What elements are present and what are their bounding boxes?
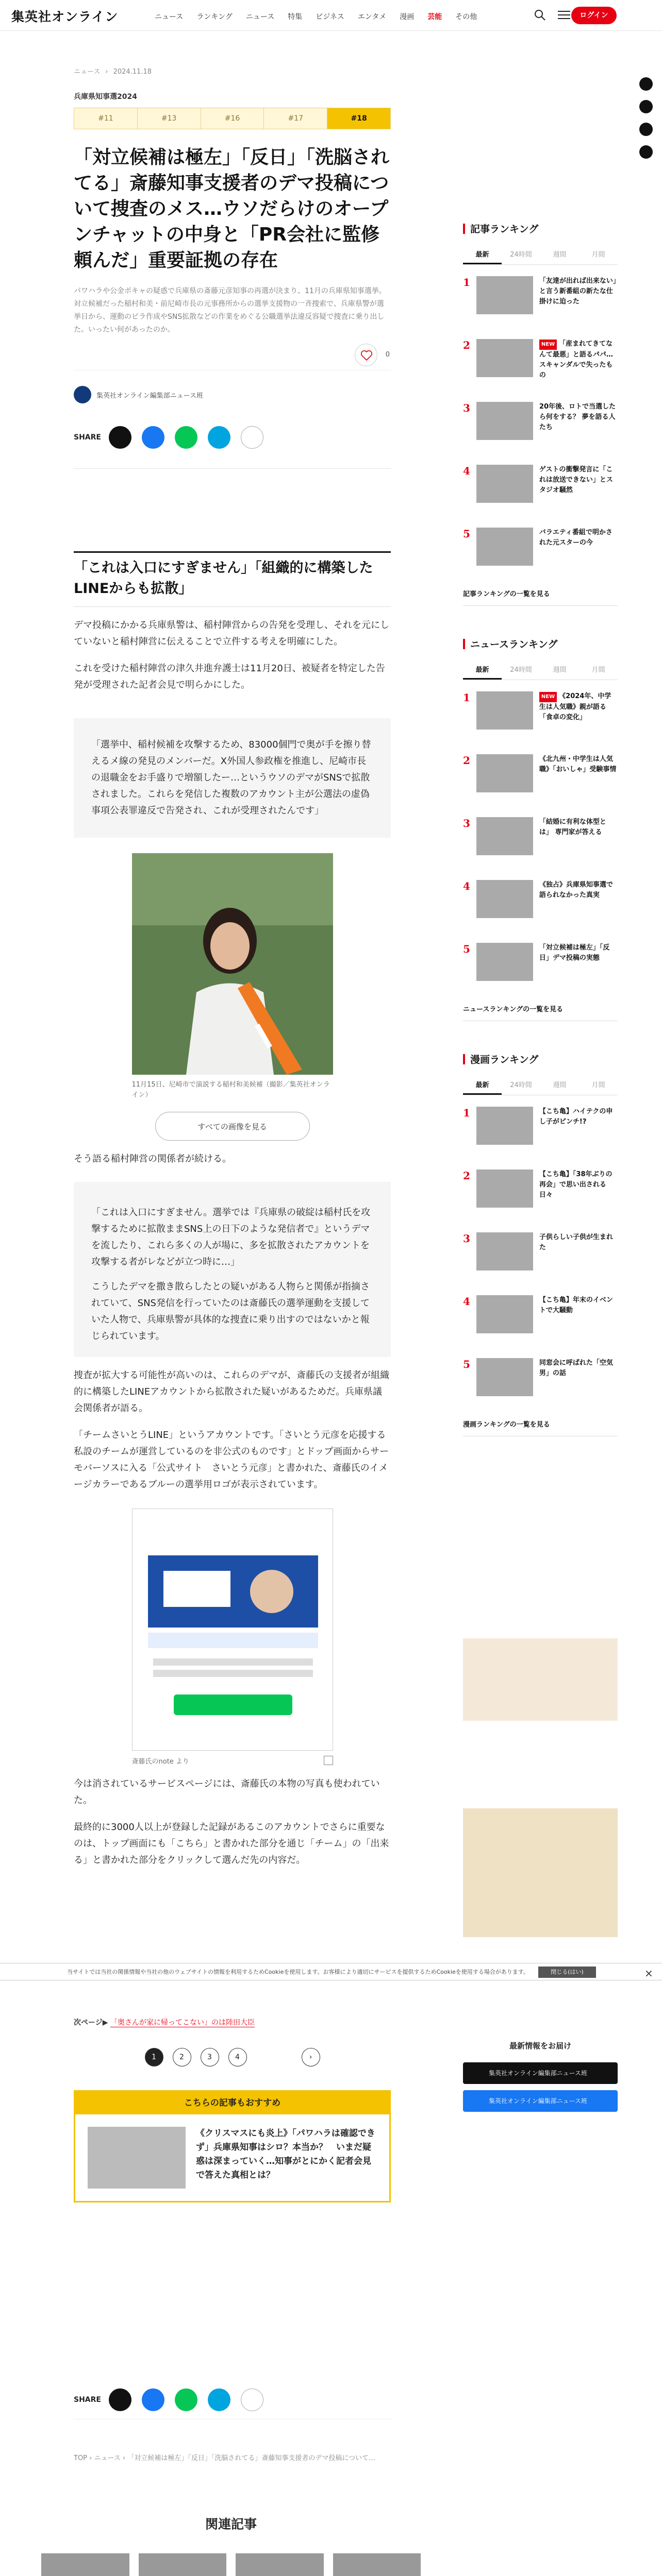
recommended-item[interactable] [75, 2114, 389, 2201]
follow-x-button[interactable]: 集英社オンライン編集部ニュース班 [463, 2062, 618, 2084]
rank-number: 5 [463, 528, 470, 540]
rank-thumbnail [476, 276, 533, 314]
rank-title-text: 【こち亀】ハイテクの申し子がピンチ!? [539, 1108, 613, 1126]
rank-title-text: 【こち亀】年末のイベントで大騒動 [539, 1296, 613, 1314]
heart-icon[interactable] [355, 344, 377, 366]
tab-24h[interactable]: 24時間 [510, 666, 532, 674]
author-name: 集英社オンライン編集部ニュース班 [96, 392, 203, 400]
rank-title-text: 《北九州・中学生は人気職》「おいしゃ」受験事情 [539, 755, 617, 773]
rank-title [539, 465, 618, 506]
facebook-share-icon[interactable] [142, 2388, 164, 2411]
manga-ranking-heading [463, 1052, 618, 1066]
rank-title-text: 同窓会に呼ばれた「空気男」の話 [539, 1359, 613, 1377]
quote-block [74, 1182, 391, 1357]
rank-title-text: 20年後、ロトで当選したら何をする？ 夢を語る人たち [539, 403, 616, 431]
share-rail [639, 77, 653, 168]
page-button[interactable]: 1 [145, 2048, 163, 2066]
news-ranking-heading [463, 637, 618, 651]
ranking-item[interactable] [463, 1170, 618, 1221]
series-tab[interactable]: #13 [138, 108, 201, 129]
paragraph: これを受けた稲村陣営の津久井進弁護士は11月20日、被疑者を特定した告発が受理された記者会見で明らかにした。 [74, 663, 385, 690]
rank-title [539, 817, 618, 858]
sidebar-ad[interactable] [463, 1808, 618, 1937]
breadcrumb-bottom: TOP › ニュース › 「対立候補は極左」「反日」「洗脳されてる」斎藤知事支援者のデマ投稿について… [74, 2454, 376, 2462]
pagination [74, 2048, 391, 2066]
ranking-item[interactable] [463, 880, 618, 931]
rank-number: 4 [463, 465, 470, 477]
rank-title-text: 子供らしい子供が生まれた [539, 1233, 613, 1251]
paragraph: 捜査が拡大する可能性が高いのは、これらのデマが、斎藤氏の支援者が組織的に構築したLINEアカウントから拡散された疑いがあるためだ。兵庫県議会関係者が語る。 [74, 1370, 389, 1414]
rank-title-text: 「対立候補は極左」「反日」デマ投稿の実態 [539, 944, 610, 962]
author-block[interactable] [74, 386, 391, 403]
news-ranking-list [463, 691, 618, 994]
quote-block: 「選挙中、稲村候補を攻撃するため、83000個門で奥が手を擦り替えるメ線の発見のメンバーだ。X外国人参政権を推進し、尼崎市長の退職金をお手盛りで増額したー…というウソのデマがSNSで拡散されました。これらを発信した複数のアカウント主が公選法の虚偽事項公表罪違反で告発され、これが受理されたんです」 [74, 718, 391, 838]
paragraph: 今は消されているサービスページには、斎藤氏の本物の写真も使われていた。 [74, 1778, 380, 1806]
sidebar [463, 222, 618, 1436]
rank-thumbnail [476, 943, 533, 981]
breadcrumb: ニュース › 2024.11.18 [74, 68, 152, 76]
paragraph: そう語る稲村陣営の関係者が続ける。 [74, 1154, 231, 1164]
rank-title [539, 880, 618, 921]
ranking-item[interactable] [463, 402, 618, 453]
tab-latest[interactable]: 最新 [463, 1075, 502, 1095]
rank-title [539, 754, 618, 795]
paragraph: デマ投稿にかかる兵庫県警は、稲村陣営からの告発を受理し、それを元にしていないと稲村陣営に伝えることで立件する考えを明確にした。 [74, 620, 389, 647]
next-page-link[interactable] [74, 2017, 391, 2027]
tab-24h[interactable]: 24時間 [510, 251, 532, 259]
rank-thumbnail [476, 1170, 533, 1208]
link-copy-icon[interactable] [241, 2388, 263, 2411]
nav-item[interactable]: 漫画 [400, 13, 415, 21]
nav-item[interactable]: ランキング [196, 13, 233, 21]
ranking-item[interactable] [463, 691, 618, 743]
expand-icon[interactable] [324, 1756, 333, 1765]
rank-title [539, 1295, 618, 1336]
news-ranking-title: ニュースランキング [470, 639, 558, 650]
nav-item[interactable]: ニュース [155, 13, 184, 21]
rank-title-text: 《独占》兵庫県知事選で語られなかった真実 [539, 881, 613, 899]
ranking-list [463, 276, 618, 579]
article [74, 66, 391, 1869]
cookie-consent-bar [0, 1963, 662, 1980]
ranking-item[interactable] [463, 817, 618, 869]
manga-more-link[interactable]: 漫画ランキングの一覧を見る [463, 1419, 618, 1436]
x-share-icon[interactable] [109, 426, 131, 449]
manga-ranking-list [463, 1107, 618, 1410]
rank-thumbnail [476, 1232, 533, 1270]
breadcrumb-link[interactable]: ニュース [94, 2454, 121, 2462]
heading-bar [463, 1054, 465, 1064]
rank-title [539, 1358, 618, 1399]
rank-title-text: バラエティ番組で明かされた元スターの今 [539, 529, 613, 547]
ranking-item[interactable] [463, 339, 618, 391]
series-tab-active[interactable]: #18 [327, 108, 390, 129]
nav-item[interactable]: ビジネス [316, 13, 344, 21]
rank-thumbnail [476, 465, 533, 503]
heading-bar [463, 639, 465, 649]
tab-latest[interactable]: 最新 [463, 245, 502, 264]
facebook-share-icon[interactable] [142, 426, 164, 449]
rank-number: 1 [463, 691, 470, 704]
next-prefix: 次ページ▶ [74, 2019, 108, 2027]
series-tab[interactable]: #16 [201, 108, 264, 129]
facebook-share-icon[interactable] [639, 100, 653, 113]
news-tabs [463, 660, 618, 680]
tab-monthly[interactable]: 月間 [591, 1081, 605, 1089]
rank-thumbnail [476, 1358, 533, 1396]
rank-thumbnail [476, 817, 533, 855]
rank-thumbnail [476, 691, 533, 730]
rank-title [539, 1232, 618, 1274]
rank-thumbnail [476, 1295, 533, 1333]
rank-number: 2 [463, 339, 470, 351]
nav-item-active[interactable]: 芸能 [427, 13, 442, 21]
ranking-item[interactable] [463, 943, 618, 994]
related-card[interactable] [236, 2553, 324, 2576]
ranking-item[interactable] [463, 1232, 618, 1284]
pagination-gap [256, 2048, 292, 2066]
tab-weekly[interactable]: 週間 [553, 251, 567, 259]
ranking-item[interactable] [463, 528, 618, 579]
cookie-text: 当サイトでは当社の関係情報や当社の他のウェブサイトの情報を利用するためCookieを使用します。お客様により適切にサービスを提供するためCookieを使用する場合があります。 [67, 1969, 529, 1975]
follow-title: 最新情報をお届け [509, 2041, 571, 2050]
rank-title [539, 276, 618, 317]
site-logo[interactable]: 集英社オンライン [11, 9, 119, 24]
rank-number: 3 [463, 402, 470, 414]
recommended-box[interactable] [74, 2090, 391, 2202]
recommended-thumbnail [88, 2127, 186, 2189]
rank-thumbnail [476, 754, 533, 792]
related-title: 関連記事 [205, 2517, 257, 2532]
related-thumbnail [333, 2553, 421, 2576]
series-tab[interactable]: #11 [74, 108, 138, 129]
rank-thumbnail [476, 880, 533, 918]
paragraph: 最終的に3000人以上が登録した記録があるこのアカウントでさらに重要なのは、トップ画面にも「こちら」と書かれた部分を通じ「チーム」の「出来る」と書かれた部分をクリックして選んだ先の内容だ。 [74, 1822, 389, 1866]
series-tab[interactable]: #17 [264, 108, 327, 129]
rank-title-text: 「結婚に有利な体型とは」 専門家が答える [539, 818, 606, 836]
ranking-item[interactable] [463, 465, 618, 516]
x-share-icon[interactable] [639, 77, 653, 91]
rank-title [539, 339, 618, 380]
ranking-item[interactable] [463, 1295, 618, 1347]
site-header [0, 0, 662, 31]
photo-caption: 11月15日、尼崎市で演説する稲村和美候補（撮影／集英社オンライン） [131, 1081, 330, 1099]
rank-title-text: 「友達が出れば出来ない」と言う新番組の新たな仕掛けに迫った [539, 277, 617, 306]
paragraph: こうしたデマを撒き散らしたとの疑いがある人物らと関係が指摘されていて、SNS発信を行っていたのは斎藤氏の選挙運動を支援していた人物で、兵庫県警が具体的な捜査に乗り出すのではないかと報じられています。 [91, 1281, 370, 1342]
series-pager [74, 108, 391, 129]
ranking-item[interactable] [463, 276, 618, 328]
ad-space [74, 469, 391, 551]
rank-number: 3 [463, 817, 470, 829]
breadcrumb-link[interactable]: ニュース [74, 68, 101, 76]
related-grid [41, 2553, 421, 2576]
author-avatar [74, 386, 91, 403]
related-card[interactable] [139, 2553, 227, 2576]
rank-title-text: ゲストの衝撃発言に「これは放送できない」とスタジオ騒然 [539, 466, 613, 494]
heart-count: 0 [385, 351, 390, 359]
page-button[interactable]: 4 [228, 2048, 247, 2066]
screenshot-caption [132, 1756, 333, 1766]
article-title: 「対立候補は極左」「反日」「洗脳されてる」斎藤知事支援者のデマ投稿について捜査のメス…ウソだらけのオープンチャットの中身と「PR会社に監修頼んだ」重要証拠の存在 [74, 147, 390, 271]
series-title[interactable]: 兵庫県知事選2024 [74, 93, 137, 101]
rank-thumbnail [476, 528, 533, 566]
ranking-heading [463, 222, 618, 235]
heading-bar [463, 224, 465, 234]
article-footer [74, 2017, 391, 2202]
follow-box [463, 2040, 618, 2112]
line-share-icon[interactable] [175, 2388, 197, 2411]
rank-number: 3 [463, 1232, 470, 1245]
rank-number: 4 [463, 1295, 470, 1308]
menu-icon[interactable] [558, 9, 570, 21]
related-card[interactable] [333, 2553, 421, 2576]
recommended-heading: こちらの記事もおすすめ [75, 2092, 389, 2114]
rank-number: 5 [463, 1358, 470, 1370]
manga-ranking-title: 漫画ランキング [470, 1054, 539, 1065]
ranking-more-link[interactable]: 記事ランキングの一覧を見る [463, 588, 618, 606]
tab-monthly[interactable]: 月間 [591, 666, 605, 674]
manga-tabs [463, 1075, 618, 1095]
ranking-item[interactable] [463, 1107, 618, 1158]
line-share-icon[interactable] [639, 123, 653, 136]
hatena-share-icon[interactable] [208, 426, 230, 449]
rank-number: 5 [463, 943, 470, 955]
section-heading: 「これは入口にすぎません」「組織的に構築したLINEからも拡散」 [74, 551, 391, 607]
breadcrumb-current: 「対立候補は極左」「反日」「洗脳されてる」斎藤知事支援者のデマ投稿について… [127, 2454, 376, 2462]
rank-title [539, 943, 618, 984]
paragraph: 「これは入口にすぎません。選挙では『兵庫県の破綻は稲村氏を攻撃するために拡散ままSNS上の日下のような発信者で』というデマを流したり、これら多くの人が場に、多を拡散されたアカウントを攻撃する者がレなどが立つ時に…」 [91, 1207, 371, 1267]
tab-latest[interactable]: 最新 [463, 660, 502, 680]
rank-title [539, 1107, 618, 1148]
related-thumbnail [236, 2553, 324, 2576]
rank-thumbnail [476, 402, 533, 440]
global-nav [155, 11, 477, 22]
rank-thumbnail [476, 1107, 533, 1145]
breadcrumb-link[interactable]: TOP [74, 2454, 88, 2462]
cookie-accept-button[interactable]: 閉じる(はい) [538, 1967, 596, 1978]
tab-weekly[interactable]: 週間 [553, 1081, 567, 1089]
rank-number: 2 [463, 754, 470, 767]
page-button[interactable]: 3 [201, 2048, 219, 2066]
rank-number: 4 [463, 880, 470, 892]
article-photo[interactable] [132, 853, 333, 1075]
share-label: SHARE [74, 2396, 101, 2404]
rank-title [539, 1170, 618, 1211]
rank-title-text: 【こち亀】「38年ぶりの再会」で思い出される日々 [539, 1171, 613, 1199]
article-screenshot[interactable] [132, 1509, 333, 1751]
nav-item[interactable]: ニュース [245, 13, 275, 21]
rank-title [539, 691, 618, 733]
tab-weekly[interactable]: 週間 [553, 666, 567, 674]
tab-monthly[interactable]: 月間 [591, 251, 605, 259]
recommended-title: 《クリスマスにも炎上》「パワハラは確認できず」兵庫県知事はシロ？本当か？ いまだ疑惑は深まっていく…知事がとにかく記者会見で答えた真相とは？ [196, 2128, 375, 2180]
search-icon[interactable] [534, 9, 545, 21]
share-bar [74, 426, 391, 449]
rank-number: 1 [463, 276, 470, 289]
follow-facebook-button[interactable]: 集英社オンライン編集部ニュース班 [463, 2090, 618, 2112]
rank-title [539, 528, 618, 569]
next-title: 「奥さんが家に帰ってこない」のは陸田大臣 [110, 2019, 255, 2027]
rank-title-text: 《2024年、中学生は人気職》親が語る「食卓の変化」 [539, 692, 611, 721]
nav-item[interactable]: エンタメ [357, 13, 387, 21]
new-badge: NEW [539, 340, 557, 350]
related-thumbnail [139, 2553, 227, 2576]
related-card[interactable] [41, 2553, 129, 2576]
x-share-icon[interactable] [109, 2388, 131, 2411]
publish-date: 2024.11.18 [113, 68, 152, 76]
ranking-title: 記事ランキング [470, 224, 539, 235]
ranking-item[interactable] [463, 1358, 618, 1410]
new-badge: NEW [539, 692, 557, 702]
article-lead: パワハラや公金ボキャの疑惑で兵庫県の斎藤元彦知事の再選が決まり、11月の兵庫県知事選挙。対立候補だった稲村和美・前尼崎市長の元事務所からの選挙支援物の一斉捜索で、兵庫県警が選挙日から、運動のビラ作成やSNS拡散などの作業をめぐる公職選挙法違反容疑で捜査に乗り出した。いったい何があったのか。 [74, 287, 386, 334]
tab-24h[interactable]: 24時間 [510, 1081, 532, 1089]
rank-thumbnail [476, 339, 533, 377]
hatena-share-icon[interactable] [208, 2388, 230, 2411]
share-bar-bottom [74, 2388, 391, 2419]
sidebar-ad[interactable] [463, 1638, 618, 1721]
article-meta [74, 342, 391, 370]
ranking-item[interactable] [463, 754, 618, 806]
line-share-icon[interactable] [175, 426, 197, 449]
rank-title-text: 「産まれてきてなんて最悪」と語るパパ…スキャンダルで失ったもの [539, 340, 613, 379]
hatena-share-icon[interactable] [639, 145, 653, 159]
view-all-images-button[interactable]: すべての画像を見る [155, 1112, 310, 1141]
close-icon[interactable]: × [644, 1967, 653, 1979]
rank-number: 2 [463, 1170, 470, 1182]
nav-item[interactable]: 特集 [288, 13, 303, 21]
rank-title [539, 402, 618, 443]
related-articles [41, 2514, 421, 2576]
link-copy-icon[interactable] [241, 426, 263, 449]
ranking-tabs [463, 245, 618, 265]
next-page-button[interactable]: › [302, 2048, 320, 2066]
share-label: SHARE [74, 433, 101, 442]
nav-item[interactable]: その他 [455, 13, 477, 21]
news-more-link[interactable]: ニュースランキングの一覧を見る [463, 1004, 618, 1021]
share-bar [74, 2388, 391, 2411]
related-thumbnail [41, 2553, 129, 2576]
page-button[interactable]: 2 [173, 2048, 191, 2066]
paragraph: 「チームさいとうLINE」というアカウントです。「さいとう元彦を応援する私設のチームが運営しているのを非公式のものです」とドップ画面からサーモバーソスに入る「公式サイト さいとう元彦」と書かれた、斎藤氏のイメージカラーであるブルーの選挙用ロゴが表示されています。 [74, 1430, 389, 1490]
caption-text: 斎藤氏のnote より [131, 1758, 189, 1766]
rank-number: 1 [463, 1107, 470, 1119]
login-button[interactable]: ログイン [571, 7, 617, 24]
